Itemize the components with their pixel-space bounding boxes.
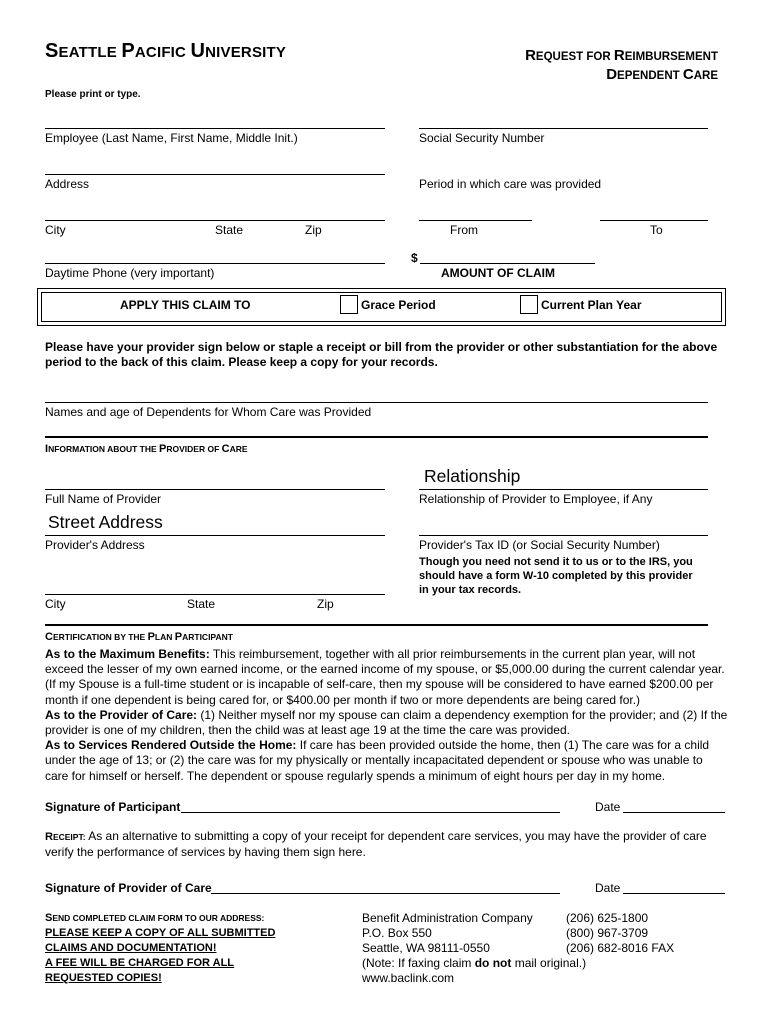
fax-number: (206) 682-8016 FAX <box>566 941 675 955</box>
provider-name-field[interactable] <box>45 489 385 490</box>
provider-date-label: Date <box>595 881 621 895</box>
period-to-field[interactable] <box>600 220 708 221</box>
employee-name-field[interactable] <box>45 128 385 129</box>
company-city: Seattle, WA 98111-0550 <box>362 941 490 955</box>
provider-city-label: City <box>45 597 66 611</box>
city-label: City <box>45 223 66 237</box>
send-claim-heading: SEND COMPLETED CLAIM FORM TO OUR ADDRESS: <box>45 912 265 924</box>
maximum-benefits-heading: As to the Maximum Benefits: <box>45 647 210 661</box>
ssn-label: Social Security Number <box>419 131 545 145</box>
provider-date-field[interactable] <box>623 893 725 894</box>
city-state-zip-field[interactable] <box>45 220 385 221</box>
provider-instructions: Please have your provider sign below or staple a receipt or bill from the provider or other substantiation for the above period to the back of this claim. Please keep a copy for your records. <box>45 340 718 370</box>
certification-title: CERTIFICATION BY THE PLAN PARTICIPANT <box>45 631 233 643</box>
amount-label: AMOUNT OF CLAIM <box>441 266 555 280</box>
period-from-field[interactable] <box>419 220 532 221</box>
to-label: To <box>650 223 663 237</box>
from-label: From <box>450 223 478 237</box>
requested-copies-notice: REQUESTED COPIES! <box>45 972 162 984</box>
state-label: State <box>215 223 244 237</box>
provider-of-care-text: (1) Neither myself nor my spouse can claim a dependency exemption for the provider; and (2) If the provider is one of my children, then the child was at least age 19 at the time the care was provided. <box>45 707 728 738</box>
receipt-text: RECEIPT: As an alternative to submitting a copy of your receipt for dependent care services, you may have the provider of care verify the performance of services by having them sign here. <box>45 829 707 860</box>
provider-signature-field[interactable] <box>211 893 560 894</box>
employee-name-label: Employee (Last Name, First Name, Middle Init.) <box>45 131 298 145</box>
tax-note-line-2: should have a form W-10 completed by this provider <box>419 570 693 582</box>
provider-zip-label: Zip <box>317 597 334 611</box>
company-website[interactable]: www.baclink.com <box>362 971 455 985</box>
provider-of-care-heading: As to the Provider of Care: <box>45 707 198 722</box>
company-po-box: P.O. Box 550 <box>362 926 432 940</box>
provider-section-title: INFORMATION ABOUT THE PROVIDER OF CARE <box>45 443 248 455</box>
phone-label: Daytime Phone (very important) <box>45 266 215 280</box>
zip-label: Zip <box>305 223 322 237</box>
participant-date-label: Date <box>595 800 621 814</box>
phone-local: (206) 625-1800 <box>566 911 649 925</box>
tax-id-label: Provider's Tax ID (or Social Security Number) <box>419 538 660 552</box>
current-plan-year-label: Current Plan Year <box>541 298 642 312</box>
provider-city-field[interactable] <box>45 594 385 595</box>
grace-period-checkbox[interactable] <box>340 295 358 314</box>
dependents-field[interactable] <box>45 402 708 403</box>
fax-note: (Note: If faxing claim do not mail original.) <box>362 956 587 970</box>
phone-tollfree: (800) 967-3709 <box>566 926 649 940</box>
address-field[interactable] <box>45 174 385 175</box>
form-title-line-1: REQUEST FOR REIMBURSEMENT <box>525 47 718 64</box>
provider-state-label: State <box>187 597 216 611</box>
certification-text <box>45 647 728 784</box>
grace-period-label: Grace Period <box>361 298 436 312</box>
tax-note-line-1: Though you need not send it to us or to the IRS, you <box>419 556 693 568</box>
dependents-label: Names and age of Dependents for Whom Care was Provided <box>45 405 372 419</box>
participant-signature-field[interactable] <box>181 812 560 813</box>
maximum-benefits-text: This reimbursement, together with all prior reimbursements in the current plan year, will not exceed the lesser of my own earned income, or the earned income of my spouse, or $5,000.00 during the current calendar year. (If my Spouse is a full-time student or is incapable of self-care, then my spouse will be considered to have earned $200.00 per month if one dependent is being cared for, or $400.00 per month if two or more dependents are being cared for.) <box>45 647 725 707</box>
provider-address-label: Provider's Address <box>45 538 145 552</box>
provider-address-value[interactable]: Street Address <box>48 512 163 532</box>
provider-address-field[interactable] <box>45 535 385 536</box>
relationship-field[interactable] <box>419 489 708 490</box>
relationship-value[interactable]: Relationship <box>424 466 521 486</box>
services-outside-home-text: If care has been provided outside the home, then (1) The care was for a child under the age of 13; or (2) the care was for my physically or mentally incapacitated dependent or spouse who was unable to care for himself or herself. The dependent or spouse regularly spends a minimum of eight hours per day in my home. <box>45 738 710 783</box>
services-outside-home-heading: As to Services Rendered Outside the Home: <box>45 738 297 753</box>
ssn-field[interactable] <box>419 128 708 129</box>
keep-copy-notice: PLEASE KEEP A COPY OF ALL SUBMITTED <box>45 927 276 939</box>
relationship-label: Relationship of Provider to Employee, if Any <box>419 492 653 506</box>
fee-notice: A FEE WILL BE CHARGED FOR ALL <box>45 957 235 969</box>
provider-name-label: Full Name of Provider <box>45 492 162 506</box>
apply-claim-label: APPLY THIS CLAIM TO <box>120 298 251 312</box>
claims-documentation-notice: CLAIMS AND DOCUMENTATION! <box>45 942 217 954</box>
tax-id-field[interactable] <box>419 535 708 536</box>
form-title-line-2: DEPENDENT CARE <box>606 66 718 83</box>
certification-divider <box>45 624 708 626</box>
period-label: Period in which care was provided <box>419 177 602 191</box>
dollar-sign: $ <box>411 251 418 265</box>
company-name: Benefit Administration Company <box>362 911 533 925</box>
provider-section-divider <box>45 436 708 438</box>
organization-name: SEATTLE PACIFIC UNIVERSITY <box>45 40 287 62</box>
print-note: Please print or type. <box>45 89 141 100</box>
current-plan-year-checkbox[interactable] <box>520 295 538 314</box>
amount-field[interactable] <box>420 263 595 264</box>
phone-field[interactable] <box>45 263 385 264</box>
participant-date-field[interactable] <box>623 812 725 813</box>
participant-signature-label: Signature of Participant <box>45 800 181 814</box>
provider-signature-label: Signature of Provider of Care <box>45 881 212 895</box>
tax-note-line-3: in your tax records. <box>419 584 522 596</box>
address-label: Address <box>45 177 90 191</box>
